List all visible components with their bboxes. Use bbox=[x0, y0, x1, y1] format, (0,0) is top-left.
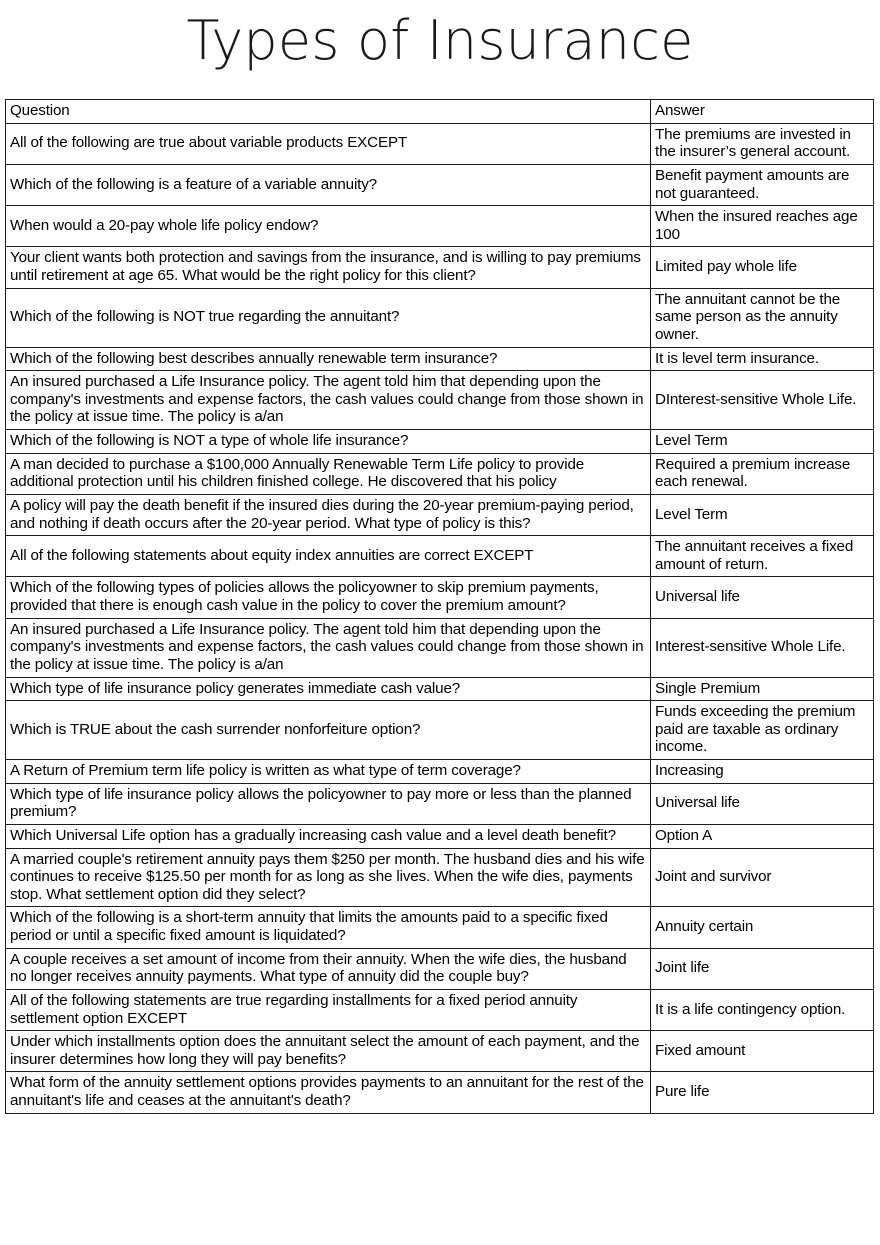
table-row bbox=[6, 848, 874, 907]
table-row bbox=[6, 453, 874, 494]
answer-cell: Funds exceeding the premium paid are taxable as ordinary income. bbox=[651, 701, 874, 760]
answer-cell: Annuity certain bbox=[651, 907, 874, 948]
answer-cell: Interest-sensitive Whole Life. bbox=[651, 618, 874, 677]
answer-cell: Benefit payment amounts are not guaranteed. bbox=[651, 164, 874, 205]
question-cell: Which Universal Life option has a gradually increasing cash value and a level death benefit? bbox=[6, 824, 651, 848]
answer-cell: Pure life bbox=[651, 1072, 874, 1113]
answer-cell: The annuitant cannot be the same person as the annuity owner. bbox=[651, 288, 874, 347]
qa-table-container bbox=[5, 99, 873, 1114]
table-row bbox=[6, 824, 874, 848]
table-row bbox=[6, 1031, 874, 1072]
question-cell: All of the following statements are true regarding installments for a fixed period annuity settlement option EXCEPT bbox=[6, 989, 651, 1030]
question-cell: A Return of Premium term life policy is written as what type of term coverage? bbox=[6, 760, 651, 784]
table-body bbox=[6, 123, 874, 1113]
answer-cell: Increasing bbox=[651, 760, 874, 784]
page-title: Types of Insurance bbox=[186, 9, 694, 72]
question-cell: A couple receives a set amount of income from their annuity. When the wife dies, the husband no longer receives annuity payments. What type of annuity did the couple buy? bbox=[6, 948, 651, 989]
table-row bbox=[6, 577, 874, 618]
table-header-row bbox=[6, 100, 874, 124]
answer-cell: The premiums are invested in the insurer’s general account. bbox=[651, 123, 874, 164]
question-cell: What form of the annuity settlement options provides payments to an annuitant for the rest of the annuitant's life and ceases at the annuitant's death? bbox=[6, 1072, 651, 1113]
table-row bbox=[6, 494, 874, 535]
table-row bbox=[6, 247, 874, 288]
question-cell: Which is TRUE about the cash surrender nonforfeiture option? bbox=[6, 701, 651, 760]
answer-cell: Required a premium increase each renewal. bbox=[651, 453, 874, 494]
table-row bbox=[6, 288, 874, 347]
question-cell: Under which installments option does the annuitant select the amount of each payment, and the insurer determines how long they will pay benefits? bbox=[6, 1031, 651, 1072]
answer-cell: Level Term bbox=[651, 494, 874, 535]
column-header-answer: Answer bbox=[651, 100, 874, 124]
question-cell: Which of the following is a feature of a variable annuity? bbox=[6, 164, 651, 205]
table-row bbox=[6, 1072, 874, 1113]
answer-cell: DInterest-sensitive Whole Life. bbox=[651, 371, 874, 430]
table-row bbox=[6, 948, 874, 989]
question-cell: Which type of life insurance policy generates immediate cash value? bbox=[6, 677, 651, 701]
table-row bbox=[6, 347, 874, 371]
question-cell: Your client wants both protection and savings from the insurance, and is willing to pay premiums until retirement at age 65. What would be the right policy for this client? bbox=[6, 247, 651, 288]
question-cell: Which of the following is NOT a type of whole life insurance? bbox=[6, 430, 651, 454]
table-header bbox=[6, 100, 874, 124]
answer-cell: Option A bbox=[651, 824, 874, 848]
table-row bbox=[6, 430, 874, 454]
answer-cell: Fixed amount bbox=[651, 1031, 874, 1072]
answer-cell: It is a life contingency option. bbox=[651, 989, 874, 1030]
question-cell: Which of the following types of policies allows the policyowner to skip premium payments, provided that there is enough cash value in the policy to cover the premium amount? bbox=[6, 577, 651, 618]
answer-cell: It is level term insurance. bbox=[651, 347, 874, 371]
table-row bbox=[6, 907, 874, 948]
insurance-qa-table bbox=[5, 99, 874, 1114]
question-cell: Which of the following is NOT true regarding the annuitant? bbox=[6, 288, 651, 347]
question-cell: An insured purchased a Life Insurance policy. The agent told him that depending upon the company's investments and expense factors, the cash values could change from those shown in the policy at issue time. The policy is a/an bbox=[6, 371, 651, 430]
table-row bbox=[6, 783, 874, 824]
answer-cell: Joint and survivor bbox=[651, 848, 874, 907]
table-row bbox=[6, 371, 874, 430]
table-row bbox=[6, 123, 874, 164]
question-cell: Which of the following best describes annually renewable term insurance? bbox=[6, 347, 651, 371]
answer-cell: Level Term bbox=[651, 430, 874, 454]
answer-cell: Universal life bbox=[651, 577, 874, 618]
table-row bbox=[6, 206, 874, 247]
column-header-question: Question bbox=[6, 100, 651, 124]
question-cell: A man decided to purchase a $100,000 Annually Renewable Term Life policy to provide additional protection until his children finished college. He discovered that his policy bbox=[6, 453, 651, 494]
answer-cell: Universal life bbox=[651, 783, 874, 824]
question-cell: Which type of life insurance policy allows the policyowner to pay more or less than the planned premium? bbox=[6, 783, 651, 824]
answer-cell: The annuitant receives a fixed amount of return. bbox=[651, 536, 874, 577]
question-cell: All of the following statements about equity index annuities are correct EXCEPT bbox=[6, 536, 651, 577]
question-cell: An insured purchased a Life Insurance policy. The agent told him that depending upon the company's investments and expense factors, the cash values could change from those shown in the policy at issue time. The policy is a/an bbox=[6, 618, 651, 677]
answer-cell: Joint life bbox=[651, 948, 874, 989]
answer-cell: Limited pay whole life bbox=[651, 247, 874, 288]
table-row bbox=[6, 536, 874, 577]
table-row bbox=[6, 760, 874, 784]
question-cell: A policy will pay the death benefit if the insured dies during the 20-year premium-paying period, and nothing if death occurs after the 20-year period. What type of policy is this? bbox=[6, 494, 651, 535]
table-row bbox=[6, 677, 874, 701]
answer-cell: Single Premium bbox=[651, 677, 874, 701]
question-cell: A married couple's retirement annuity pays them $250 per month. The husband dies and his wife continues to receive $125.50 per month for as long as she lives. When the wife dies, payments stop. What settlement option did they select? bbox=[6, 848, 651, 907]
question-cell: All of the following are true about variable products EXCEPT bbox=[6, 123, 651, 164]
question-cell: When would a 20-pay whole life policy endow? bbox=[6, 206, 651, 247]
table-row bbox=[6, 618, 874, 677]
table-row bbox=[6, 164, 874, 205]
table-row bbox=[6, 701, 874, 760]
table-row bbox=[6, 989, 874, 1030]
answer-cell: When the insured reaches age 100 bbox=[651, 206, 874, 247]
question-cell: Which of the following is a short-term annuity that limits the amounts paid to a specific fixed period or until a specific fixed amount is liquidated? bbox=[6, 907, 651, 948]
